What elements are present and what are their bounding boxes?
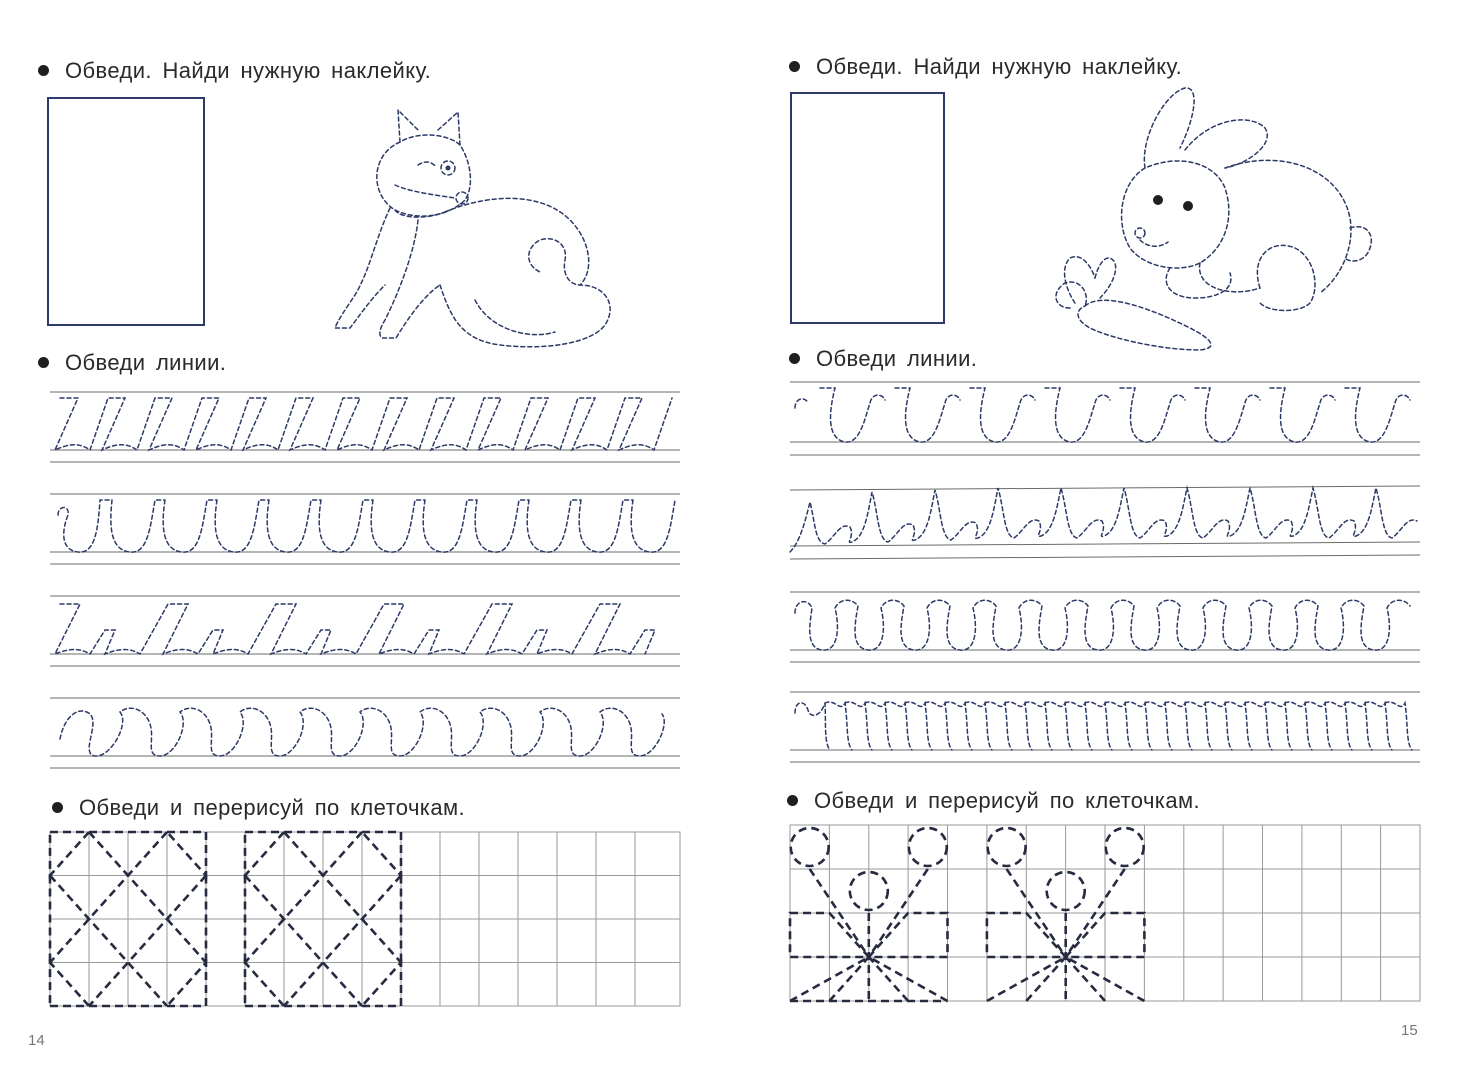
page-number: 15	[1401, 1022, 1418, 1039]
copy-grid[interactable]	[50, 832, 680, 1012]
bullet-icon	[789, 61, 800, 72]
instruction-text: Обведи линии.	[65, 350, 227, 375]
sticker-placeholder[interactable]	[47, 97, 205, 326]
fox-icon[interactable]	[300, 100, 630, 360]
tracing-row-4[interactable]	[790, 688, 1420, 768]
instruction-text: Обведи. Найди нужную наклейку.	[816, 54, 1183, 79]
rabbit-icon[interactable]	[1020, 88, 1400, 358]
instruction-lines	[38, 350, 226, 376]
instruction-text: Обведи и перерисуй по клеточкам.	[814, 788, 1200, 813]
bullet-icon	[38, 65, 49, 76]
instruction-grid	[52, 795, 465, 821]
page-number: 14	[28, 1032, 45, 1049]
tracing-row-4[interactable]	[50, 694, 680, 774]
tracing-row-3[interactable]	[50, 592, 680, 672]
tracing-row-1[interactable]	[790, 378, 1420, 463]
instruction-lines	[789, 346, 977, 372]
right-page	[735, 0, 1469, 1080]
copy-grid[interactable]	[790, 825, 1420, 1005]
tracing-row-2[interactable]	[50, 490, 680, 570]
instruction-text: Обведи линии.	[816, 346, 978, 371]
instruction-sticker	[38, 58, 431, 84]
bullet-icon	[787, 795, 798, 806]
instruction-text: Обведи и перерисуй по клеточкам.	[79, 795, 465, 820]
instruction-grid	[787, 788, 1200, 814]
bullet-icon	[52, 802, 63, 813]
instruction-text: Обведи. Найди нужную наклейку.	[65, 58, 432, 83]
tracing-row-3[interactable]	[790, 588, 1420, 668]
instruction-sticker	[789, 54, 1182, 80]
tracing-row-2[interactable]	[790, 482, 1420, 567]
tracing-row-1[interactable]	[50, 388, 680, 468]
bullet-icon	[38, 357, 49, 368]
sticker-placeholder[interactable]	[790, 92, 945, 324]
bullet-icon	[789, 353, 800, 364]
